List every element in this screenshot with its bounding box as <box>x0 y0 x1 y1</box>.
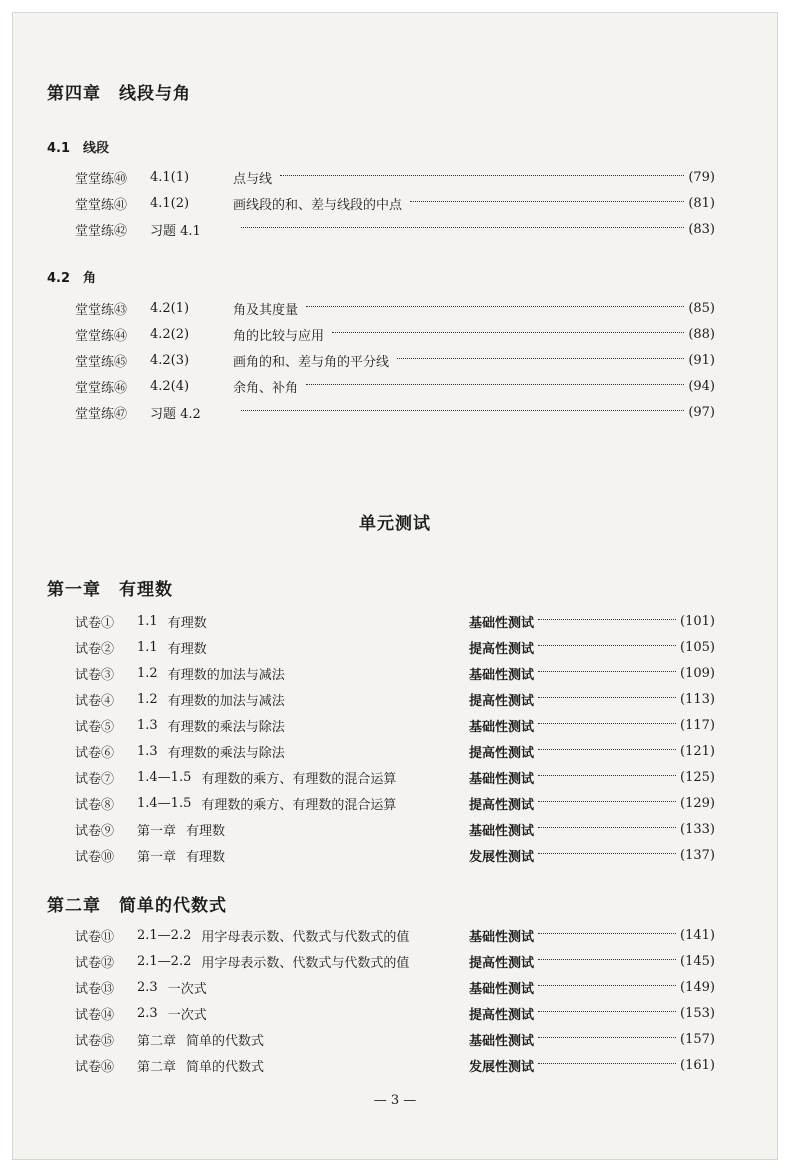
chapter-heading: 第一章 有理数 <box>47 580 173 600</box>
test-number: 试卷④ <box>75 693 115 709</box>
test-number: 试卷⑮ <box>75 1033 115 1049</box>
exercise-number: 堂堂练㊶ <box>75 197 128 213</box>
entry-title: 有理数的乘法与除法 <box>167 745 285 761</box>
test-left <box>75 768 469 787</box>
test-left <box>75 1030 469 1049</box>
section-code: 2.3 <box>137 979 158 995</box>
dot-leader <box>538 619 676 620</box>
section-code: 第二章 <box>137 1033 177 1049</box>
page-number: (121) <box>680 743 715 759</box>
test-left <box>75 926 469 945</box>
toc-entry[interactable] <box>75 349 715 371</box>
page-number: (157) <box>680 1031 715 1047</box>
page-number: (153) <box>680 1005 715 1021</box>
toc-entry[interactable] <box>75 323 715 345</box>
page-number: (117) <box>680 717 715 733</box>
test-number: 试卷① <box>75 615 115 631</box>
section-code: 1.4—1.5 <box>137 795 192 811</box>
test-entry[interactable] <box>75 636 715 658</box>
dot-leader <box>538 985 676 986</box>
page-number: (91) <box>688 352 715 368</box>
test-type: 提高性测试 <box>469 1007 535 1023</box>
page-number: (101) <box>680 613 715 629</box>
test-left <box>75 846 469 865</box>
entry-title: 有理数的加法与减法 <box>167 667 285 683</box>
test-left <box>75 742 469 761</box>
section-code: 4.1(1) <box>150 169 190 185</box>
page-number: (145) <box>680 953 715 969</box>
section-code: 4.2(1) <box>150 300 190 316</box>
test-type: 基础性测试 <box>469 981 535 997</box>
test-left <box>75 716 469 735</box>
dot-leader <box>538 1037 676 1038</box>
dot-leader <box>538 1011 676 1012</box>
test-type: 基础性测试 <box>469 1033 535 1049</box>
test-number: 试卷② <box>75 641 115 657</box>
dot-leader <box>538 671 676 672</box>
test-left <box>75 612 469 631</box>
page-number: (109) <box>680 665 715 681</box>
test-entry[interactable] <box>75 1002 715 1024</box>
test-entry[interactable] <box>75 662 715 684</box>
test-number: 试卷⑩ <box>75 849 115 865</box>
section-code: 2.1—2.2 <box>137 927 192 943</box>
entry-title: 有理数的乘方、有理数的混合运算 <box>201 797 397 813</box>
chapter-heading: 第二章 简单的代数式 <box>47 896 227 916</box>
exercise-number: 堂堂练㊸ <box>75 302 128 318</box>
section-code: 习题 4.2 <box>150 406 201 422</box>
dot-leader <box>241 410 684 411</box>
test-left <box>75 820 469 839</box>
test-entry[interactable] <box>75 844 715 866</box>
entry-title: 用字母表示数、代数式与代数式的值 <box>201 955 410 971</box>
page-number: (141) <box>680 927 715 943</box>
page-number: (85) <box>688 300 715 316</box>
section-code: 4.2(3) <box>150 352 190 368</box>
toc-entry[interactable] <box>75 401 715 423</box>
section-code: 4.2(4) <box>150 378 190 394</box>
test-entry[interactable] <box>75 818 715 840</box>
entry-title: 有理数 <box>186 849 226 865</box>
section-code: 1.3 <box>137 743 158 759</box>
section-code: 习题 4.1 <box>150 223 201 239</box>
dot-leader <box>538 749 676 750</box>
chapter-heading: 第四章 线段与角 <box>47 84 191 104</box>
test-number: 试卷⑧ <box>75 797 115 813</box>
entry-title: 角及其度量 <box>233 302 299 318</box>
test-number: 试卷⑦ <box>75 771 115 787</box>
test-entry[interactable] <box>75 924 715 946</box>
exercise-number: 堂堂练㊵ <box>75 171 128 187</box>
toc-entry[interactable] <box>75 166 715 188</box>
entry-title: 余角、补角 <box>233 380 299 396</box>
section-code: 1.2 <box>137 665 158 681</box>
dot-leader <box>538 775 676 776</box>
page-number: (105) <box>680 639 715 655</box>
test-entry[interactable] <box>75 610 715 632</box>
test-entry[interactable] <box>75 1054 715 1076</box>
entry-title: 有理数 <box>167 641 207 657</box>
section-code: 2.1—2.2 <box>137 953 192 969</box>
dot-leader <box>538 645 676 646</box>
test-type: 提高性测试 <box>469 745 535 761</box>
entry-title: 画线段的和、差与线段的中点 <box>233 197 403 213</box>
entry-title: 有理数的加法与减法 <box>167 693 285 709</box>
page-number: (133) <box>680 821 715 837</box>
section-heading: 4.1 线段 <box>47 141 110 156</box>
dot-leader <box>410 201 684 202</box>
page-number: (97) <box>688 404 715 420</box>
test-type: 提高性测试 <box>469 797 535 813</box>
test-type: 基础性测试 <box>469 771 535 787</box>
dot-leader <box>538 827 676 828</box>
test-entry[interactable] <box>75 976 715 998</box>
test-left <box>75 1056 469 1075</box>
test-entry[interactable] <box>75 1028 715 1050</box>
test-number: 试卷⑯ <box>75 1059 115 1075</box>
test-type: 提高性测试 <box>469 693 535 709</box>
exercise-number: 堂堂练㊼ <box>75 406 128 422</box>
test-number: 试卷③ <box>75 667 115 683</box>
test-left <box>75 690 469 709</box>
page-number: (81) <box>688 195 715 211</box>
test-number: 试卷⑨ <box>75 823 115 839</box>
page-number: (113) <box>680 691 715 707</box>
page-number: (129) <box>680 795 715 811</box>
test-entry[interactable] <box>75 740 715 762</box>
test-left <box>75 952 469 971</box>
page-number: (88) <box>688 326 715 342</box>
test-number: 试卷⑥ <box>75 745 115 761</box>
page-number: (94) <box>688 378 715 394</box>
section-code: 1.4—1.5 <box>137 769 192 785</box>
section-code: 第一章 <box>137 823 177 839</box>
section-code: 1.3 <box>137 717 158 733</box>
dot-leader <box>538 853 676 854</box>
entry-title: 用字母表示数、代数式与代数式的值 <box>201 929 410 945</box>
test-number: 试卷⑬ <box>75 981 115 997</box>
test-type: 基础性测试 <box>469 719 535 735</box>
toc-entry[interactable] <box>75 192 715 214</box>
dot-leader <box>538 697 676 698</box>
section-code: 2.3 <box>137 1005 158 1021</box>
test-entry[interactable] <box>75 950 715 972</box>
section-code: 4.1(2) <box>150 195 190 211</box>
test-entry[interactable] <box>75 688 715 710</box>
entry-title: 简单的代数式 <box>186 1033 265 1049</box>
page-footer: — 3 — <box>373 1093 417 1108</box>
document-page <box>12 12 778 1160</box>
page-number: (149) <box>680 979 715 995</box>
test-type: 提高性测试 <box>469 641 535 657</box>
dot-leader <box>538 723 676 724</box>
test-left <box>75 978 469 997</box>
dot-leader <box>538 933 676 934</box>
test-number: 试卷⑤ <box>75 719 115 735</box>
exercise-number: 堂堂练㊹ <box>75 328 128 344</box>
test-type: 提高性测试 <box>469 955 535 971</box>
exercise-number: 堂堂练㊺ <box>75 354 128 370</box>
exercise-number: 堂堂练㊷ <box>75 223 128 239</box>
page-number: (137) <box>680 847 715 863</box>
dot-leader <box>538 801 676 802</box>
page-number: (125) <box>680 769 715 785</box>
entry-title: 有理数的乘方、有理数的混合运算 <box>201 771 397 787</box>
dot-leader <box>280 175 684 176</box>
toc-entry[interactable] <box>75 218 715 240</box>
dot-leader <box>397 358 684 359</box>
section-heading: 4.2 角 <box>47 271 97 286</box>
entry-title: 点与线 <box>233 171 273 187</box>
unit-test-title: 单元测试 <box>359 514 431 534</box>
dot-leader <box>241 227 684 228</box>
toc-entry[interactable] <box>75 375 715 397</box>
section-code: 4.2(2) <box>150 326 190 342</box>
test-entry[interactable] <box>75 766 715 788</box>
page-number: (83) <box>688 221 715 237</box>
test-entry[interactable] <box>75 792 715 814</box>
test-type: 基础性测试 <box>469 929 535 945</box>
test-number: 试卷⑭ <box>75 1007 115 1023</box>
dot-leader <box>306 384 684 385</box>
page-number: (79) <box>688 169 715 185</box>
entry-title: 画角的和、差与角的平分线 <box>233 354 390 370</box>
section-code: 1.1 <box>137 639 158 655</box>
test-number: 试卷⑫ <box>75 955 115 971</box>
dot-leader <box>332 332 684 333</box>
test-entry[interactable] <box>75 714 715 736</box>
test-type: 基础性测试 <box>469 615 535 631</box>
section-code: 第二章 <box>137 1059 177 1075</box>
entry-title: 简单的代数式 <box>186 1059 265 1075</box>
test-type: 发展性测试 <box>469 1059 535 1075</box>
entry-title: 有理数的乘法与除法 <box>167 719 285 735</box>
dot-leader <box>306 306 684 307</box>
test-left <box>75 638 469 657</box>
section-code: 1.2 <box>137 691 158 707</box>
page-number: (161) <box>680 1057 715 1073</box>
section-code: 第一章 <box>137 849 177 865</box>
test-type: 基础性测试 <box>469 667 535 683</box>
entry-title: 一次式 <box>167 981 207 997</box>
test-left <box>75 664 469 683</box>
section-code: 1.1 <box>137 613 158 629</box>
dot-leader <box>538 1063 676 1064</box>
test-left <box>75 794 469 813</box>
test-left <box>75 1004 469 1023</box>
test-number: 试卷⑪ <box>75 929 115 945</box>
entry-title: 一次式 <box>167 1007 207 1023</box>
entry-title: 角的比较与应用 <box>233 328 325 344</box>
toc-entry[interactable] <box>75 297 715 319</box>
test-type: 基础性测试 <box>469 823 535 839</box>
dot-leader <box>538 959 676 960</box>
entry-title: 有理数 <box>167 615 207 631</box>
exercise-number: 堂堂练㊻ <box>75 380 128 396</box>
test-type: 发展性测试 <box>469 849 535 865</box>
entry-title: 有理数 <box>186 823 226 839</box>
